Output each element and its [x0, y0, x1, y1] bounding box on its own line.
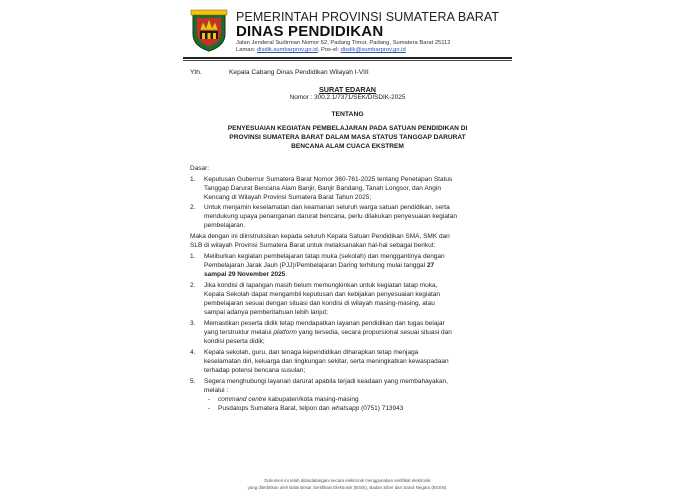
whatsapp-term: whatsapp — [331, 405, 360, 412]
government-name: PEMERINTAH PROVINSI SUMATERA BARAT — [236, 10, 500, 24]
bullet-mark: - — [208, 405, 211, 412]
contact-line — [236, 47, 406, 53]
footer-line: Dokumen ini telah ditandatangani secara elektronik menggunakan sertifikat elektronik — [264, 478, 431, 483]
coat-of-arms-icon — [189, 8, 229, 52]
dasar-item-line: Kencang di Wilayah Provinsi Sumatera Barat Tahun 2025; — [204, 194, 372, 201]
subject-line: PROVINSI SUMATERA BARAT DALAM MASA STATUS TANGGAP DARURAT — [229, 134, 466, 141]
list-number: 2. — [190, 204, 196, 211]
letter-number: Nomor : 300.2.1/7371/SEK/DISDIK-2025 — [289, 94, 406, 101]
instruction-line: Jika kondisi di lapangan masih belum memungkinkan untuk kegiatan tatap muka, — [204, 282, 438, 289]
instruction-line — [204, 329, 452, 336]
instruction-line: terhadap potensi bencana susulan; — [204, 367, 306, 374]
recipient-name: Kepala Cabang Dinas Pendidikan Wilayah I-VIII — [229, 69, 369, 76]
department-name: DINAS PENDIDIKAN — [236, 23, 384, 40]
instruction-line: Kepala sekolah, guru, dan tenaga kependidikan diharapkan tetap menjaga — [204, 349, 419, 356]
instruction-line: keselamatan diri, keluarga dan lingkungan sekitar, serta meningkatkan kewaspadaan — [204, 358, 449, 365]
subject-line: BENCANA ALAM CUACA EKSTREM — [291, 143, 404, 150]
instruction-line: Meliburkan kegiatan pembelajaran tatap muka (sekolah) dan menggantinya dengan — [204, 253, 445, 260]
list-number: 5. — [190, 378, 196, 385]
end-date: sampai 29 November 2025 — [204, 271, 286, 278]
instruction-line — [204, 262, 434, 269]
instruction-line: sampai adanya pemberitahuan lebih lanjut; — [204, 309, 328, 316]
text-segment: . — [285, 271, 288, 278]
address: Jalan Jenderal Sudirman Nomor 52, Padang Timur, Padang, Sumatera Barat 25112 — [236, 40, 451, 46]
instruction-line: pembelajaran sesuai dengan situasi dan kondisi di wilayah masing-masing, atau — [204, 300, 435, 307]
list-number: 3. — [190, 320, 196, 327]
instruction-line — [204, 271, 287, 278]
dasar-item-line: pembelajaran. — [204, 222, 246, 229]
text-segment: yang tersedia, secara proporsional sesuai situasi dan — [296, 329, 452, 336]
instruction-line: kondisi peserta didik; — [204, 338, 265, 345]
subject-line: PENYESUAIAN KEGIATAN PEMBELAJARAN PADA SATUAN PENDIDIKAN DI — [227, 125, 468, 132]
bullet-item — [218, 396, 359, 403]
command-centre-term: command centre — [218, 396, 267, 403]
text-segment: yang terstruktur melalui — [204, 329, 274, 336]
email-link[interactable]: disdik@sumbarprov.go.id — [340, 47, 406, 53]
list-number: 1. — [190, 176, 196, 183]
instruction-line: Kepala Sekolah dapat mengambil keputusan dan kebijakan penyesuaian kegiatan — [204, 291, 440, 298]
instruction-line: Memastikan peserta didik tetap mendapatkan layanan pendidikan dan tugas belajar — [204, 320, 445, 327]
text-segment: Pusdalops Sumatera Barat, telpon dan — [218, 405, 332, 412]
platform-term: platform — [273, 329, 297, 336]
footer-line: yang diterbitkan oleh Balai Besar Sertifikasi Elektronik (BSrE), Badan Siber dan Sandi Negara (BSSN). — [247, 485, 448, 490]
laman-label: Laman: — [236, 47, 257, 53]
dasar-item-line: mendukung upaya penanganan darurat bencana, perlu dilakukan penyesuaian kegiatan — [204, 213, 457, 220]
header-rule-thin — [183, 60, 512, 61]
text-segment: (0751) 713943 — [359, 405, 404, 412]
list-number: 1. — [190, 253, 196, 260]
list-number: 4. — [190, 349, 196, 356]
list-number: 2. — [190, 282, 196, 289]
text-segment: kabupaten/kota masing-masing — [266, 396, 359, 403]
dasar-item-line: Tanggap Darurat Bencana Alam Banjir, Banjir Bandang, Tanah Longsor, dan Angin — [204, 185, 441, 192]
instruction-line: melalui : — [204, 387, 229, 394]
recipient-prefix: Yth. — [190, 69, 202, 76]
dasar-item-line: Keputusan Gubernur Sumatera Barat Nomor 360-761-2025 tentang Penetapan Status — [204, 176, 453, 183]
bullet-item — [218, 405, 403, 412]
dasar-item-line: Untuk menjamin keselamatan dan keamanan seluruh warga satuan pendidikan, serta — [204, 204, 450, 211]
text-segment: Pembelajaran Jarak Jauh (PJJ)/Pembelajaran Daring terhitung mulai tanggal — [204, 262, 427, 269]
recipient — [190, 69, 369, 76]
bullet-mark: - — [208, 396, 211, 403]
dasar-heading: Dasar: — [190, 165, 210, 172]
intro-line: SLB di wilayah Provinsi Sumatera Barat untuk melaksanakan hal-hal sebagai berikut: — [190, 242, 436, 249]
email-label: , Pos-el: — [317, 47, 341, 53]
header-rule-thick — [183, 57, 512, 59]
instruction-line: Segera menghubungi layanan darurat apabila terjadi keadaan yang membahayakan, — [204, 378, 448, 385]
start-date: 27 — [426, 262, 435, 269]
website-link[interactable]: disdik.sumbarprov.go.id — [256, 47, 318, 53]
letter-type: SURAT EDARAN — [319, 85, 376, 94]
intro-line: Maka dengan ini diinstruksikan kepada seluruh Kepala Satuan Pendidikan SMA, SMK dan — [190, 233, 450, 240]
tentang-heading: TENTANG — [331, 111, 364, 118]
